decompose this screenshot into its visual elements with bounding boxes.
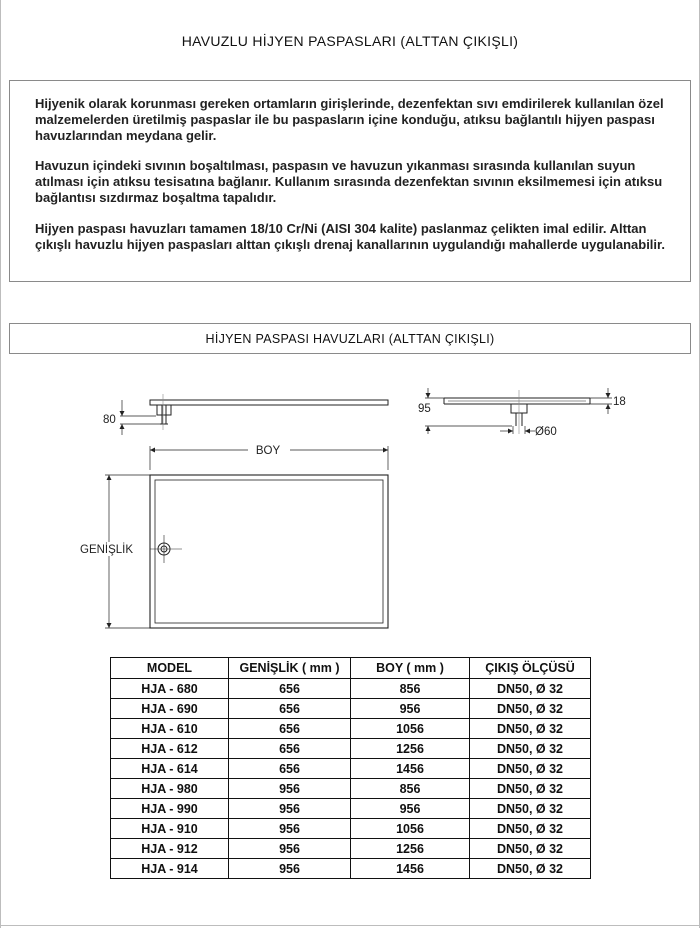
- cell-boy: 856: [351, 679, 470, 699]
- cell-genislik: 956: [229, 839, 351, 859]
- cell-boy: 1056: [351, 819, 470, 839]
- cell-cikis: DN50, Ø 32: [470, 779, 591, 799]
- cell-genislik: 956: [229, 779, 351, 799]
- cell-cikis: DN50, Ø 32: [470, 739, 591, 759]
- cell-genislik: 956: [229, 799, 351, 819]
- cell-boy: 1256: [351, 839, 470, 859]
- cell-model: HJA - 990: [111, 799, 229, 819]
- header-genislik: GENİŞLİK ( mm ): [229, 658, 351, 679]
- dimension-80: 80: [103, 414, 116, 426]
- table-row: [111, 759, 591, 779]
- header-cikis-olcusu: ÇIKIŞ ÖLÇÜSÜ: [470, 658, 591, 679]
- header-boy: BOY ( mm ): [351, 658, 470, 679]
- cell-cikis: DN50, Ø 32: [470, 859, 591, 879]
- description-box: [9, 80, 691, 282]
- cell-model: HJA - 610: [111, 719, 229, 739]
- cell-boy: 1456: [351, 759, 470, 779]
- cell-genislik: 656: [229, 759, 351, 779]
- dimension-18: 18: [613, 396, 626, 408]
- cell-cikis: DN50, Ø 32: [470, 759, 591, 779]
- cell-model: HJA - 912: [111, 839, 229, 859]
- cell-model: HJA - 612: [111, 739, 229, 759]
- cell-genislik: 656: [229, 679, 351, 699]
- cell-boy: 956: [351, 699, 470, 719]
- page-border-bottom: [0, 925, 700, 926]
- page-title: HAVUZLU HİJYEN PASPASLARI (ALTTAN ÇIKIŞLI): [181, 33, 519, 49]
- cell-genislik: 656: [229, 719, 351, 739]
- table-row: [111, 819, 591, 839]
- dimension-95: 95: [418, 403, 431, 415]
- table-row: [111, 699, 591, 719]
- table-row: [111, 679, 591, 699]
- cell-boy: 1456: [351, 859, 470, 879]
- description-paragraph: Hijyenik olarak korunması gereken ortamların girişlerinde, dezenfektan sıvı emdirilerek kullanılan özel malzemelerden üretilmiş paspaslar ile bu paspasların içine konduğu, atıksu bağlantılı hijyen paspası havuzlarından meydana gelir.: [35, 96, 664, 143]
- technical-drawing: [0, 360, 700, 650]
- table-header-row: [111, 658, 591, 679]
- cell-genislik: 656: [229, 739, 351, 759]
- description-paragraph: Hijyen paspası havuzları tamamen 18/10 Cr/Ni (AISI 304 kalite) paslanmaz çelikten imal edilir. Alttan çıkışlı havuzlu hijyen paspasları alttan çıkışlı drenaj kanallarının uygulandığı mahallerde uygulanabilir.: [35, 221, 665, 252]
- cell-cikis: DN50, Ø 32: [470, 799, 591, 819]
- header-model: MODEL: [111, 658, 229, 679]
- table-row: [111, 839, 591, 859]
- table-row: [111, 719, 591, 739]
- cell-genislik: 656: [229, 699, 351, 719]
- cell-model: HJA - 910: [111, 819, 229, 839]
- table-row: [111, 859, 591, 879]
- cell-boy: 1256: [351, 739, 470, 759]
- table-row: [111, 799, 591, 819]
- cell-model: HJA - 614: [111, 759, 229, 779]
- label-boy: BOY: [255, 445, 281, 457]
- side-view-right: [425, 388, 612, 434]
- cell-boy: 856: [351, 779, 470, 799]
- cell-genislik: 956: [229, 859, 351, 879]
- table-row: [111, 779, 591, 799]
- cell-cikis: DN50, Ø 32: [470, 839, 591, 859]
- cell-boy: 1056: [351, 719, 470, 739]
- cell-cikis: DN50, Ø 32: [470, 679, 591, 699]
- label-genislik: GENİŞLİK: [80, 544, 134, 556]
- spec-table: [110, 657, 591, 879]
- section-title: HİJYEN PASPASI HAVUZLARI (ALTTAN ÇIKIŞLI): [9, 323, 691, 354]
- cell-model: HJA - 680: [111, 679, 229, 699]
- plan-view: [105, 446, 388, 628]
- cell-cikis: DN50, Ø 32: [470, 819, 591, 839]
- cell-model: HJA - 980: [111, 779, 229, 799]
- cell-boy: 956: [351, 799, 470, 819]
- cell-cikis: DN50, Ø 32: [470, 699, 591, 719]
- cell-cikis: DN50, Ø 32: [470, 719, 591, 739]
- side-view-left: [120, 394, 388, 435]
- cell-model: HJA - 690: [111, 699, 229, 719]
- table-row: [111, 739, 591, 759]
- cell-genislik: 956: [229, 819, 351, 839]
- dimension-60: Ø60: [535, 426, 557, 438]
- description-paragraph: Havuzun içindeki sıvının boşaltılması, paspasın ve havuzun yıkanması sırasında kullanılan suyun atılması için atıksu tesisatına bağlanır. Kullanım sırasında dezenfektan sıvının eksilmemesi için atıksu bağlantısı sızdırmaz boşaltma tapalıdır.: [35, 158, 663, 205]
- cell-model: HJA - 914: [111, 859, 229, 879]
